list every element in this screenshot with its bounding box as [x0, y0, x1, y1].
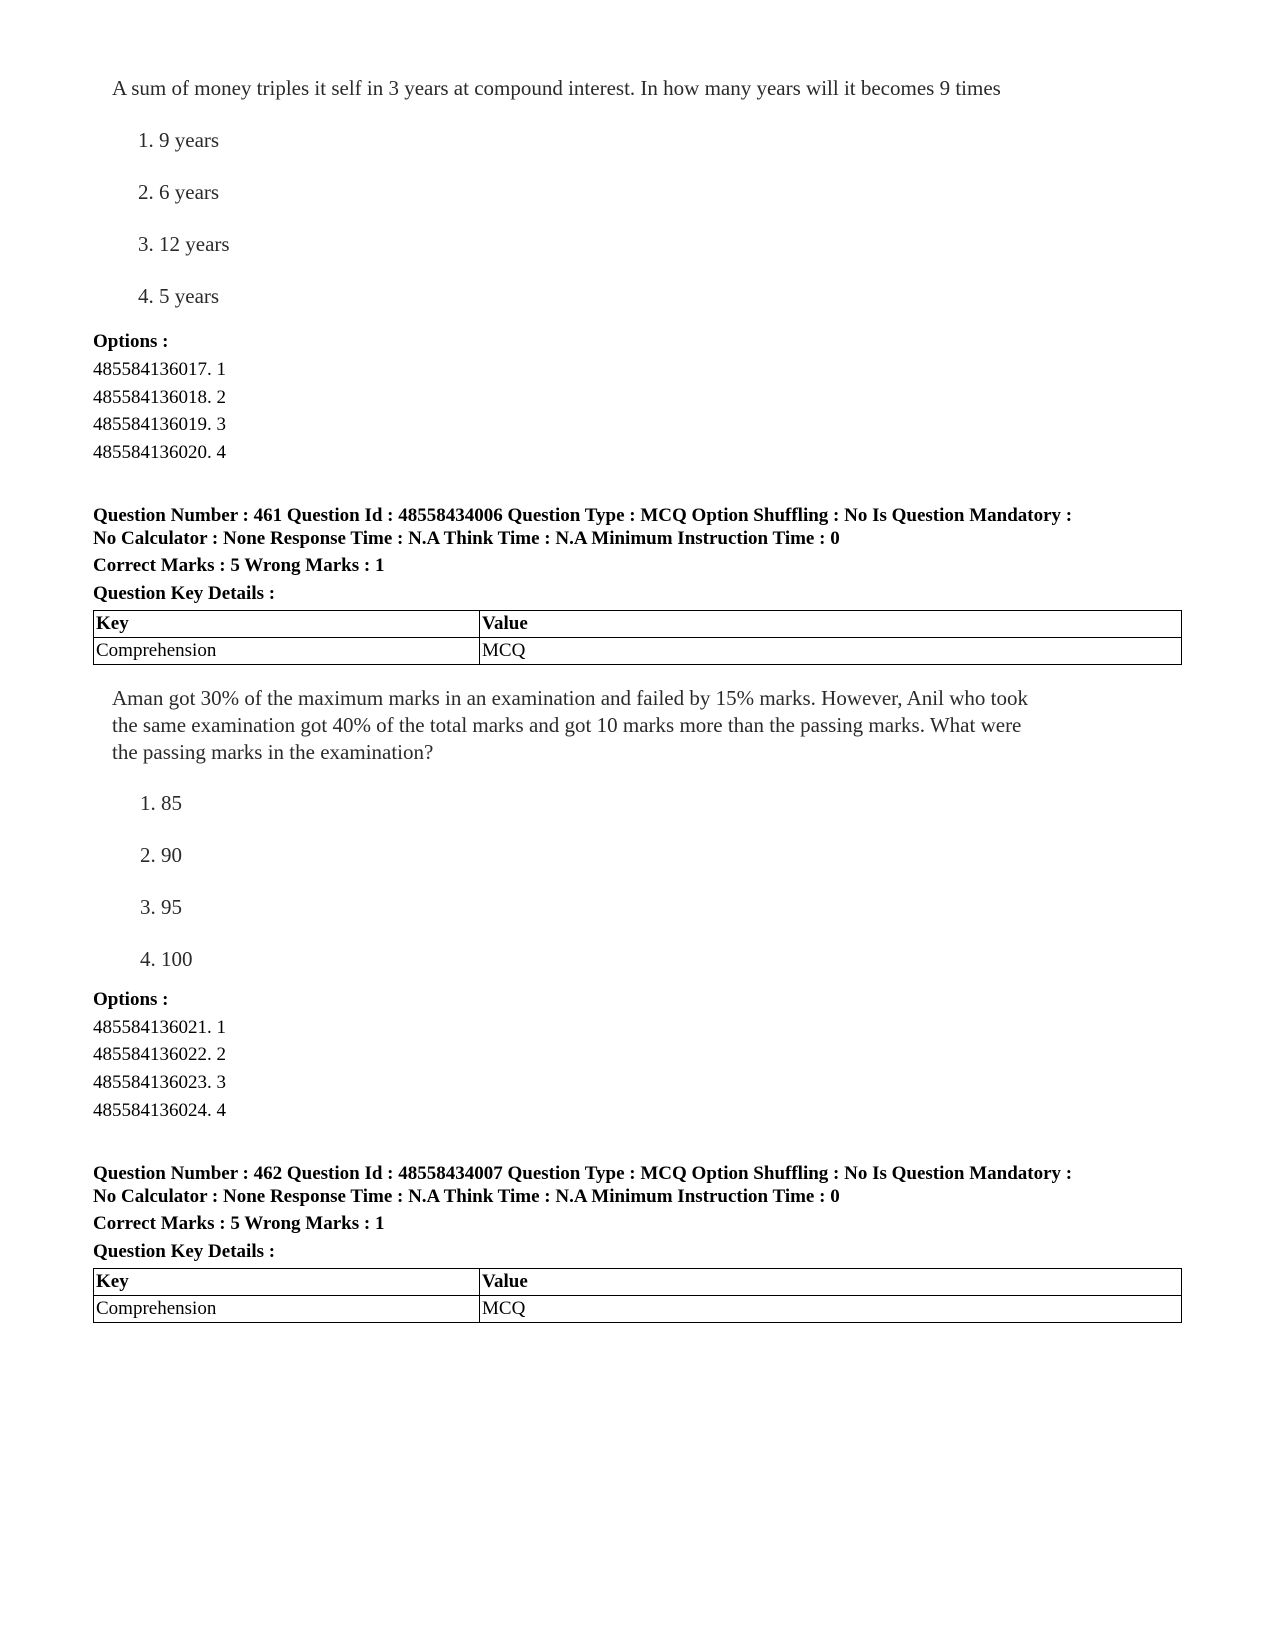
question-461-meta-line-1: Question Number : 461 Question Id : 48558434006 Question Type : MCQ Option Shuffling : No Is Question Mandatory : [93, 505, 1073, 526]
question-460-choice-3: 3. 12 years [138, 232, 230, 256]
table-cell-value: MCQ [480, 1296, 1182, 1323]
question-461-option-1: 485584136021. 1 [93, 1017, 226, 1038]
question-461-choice-1: 1. 85 [140, 791, 182, 815]
table-header-key: Key [94, 1269, 480, 1296]
question-460-text: A sum of money triples it self in 3 years at compound interest. In how many years will it becomes 9 times [112, 76, 1001, 100]
question-461-text-line-1: Aman got 30% of the maximum marks in an examination and failed by 15% marks. However, Anil who took [112, 686, 1028, 710]
table-header-row [94, 611, 1182, 638]
question-462-key-table [93, 1268, 1182, 1323]
question-461-text-line-3: the passing marks in the examination? [112, 740, 434, 764]
table-header-value: Value [480, 1269, 1182, 1296]
question-460-option-2: 485584136018. 2 [93, 387, 226, 408]
question-461-option-4: 485584136024. 4 [93, 1100, 226, 1121]
table-header-value: Value [480, 611, 1182, 638]
question-461-options-label: Options : [93, 989, 169, 1010]
table-cell-key: Comprehension [94, 638, 480, 665]
question-460-option-4: 485584136020. 4 [93, 442, 226, 463]
table-header-key: Key [94, 611, 480, 638]
question-462-key-details-label: Question Key Details : [93, 1241, 276, 1262]
question-460-options-label: Options : [93, 331, 169, 352]
table-row [94, 638, 1182, 665]
question-460-choice-1: 1. 9 years [138, 128, 220, 152]
question-461-choice-4: 4. 100 [140, 947, 193, 971]
question-461-meta-line-2: No Calculator : None Response Time : N.A Think Time : N.A Minimum Instruction Time : 0 [93, 528, 840, 549]
question-461-marks: Correct Marks : 5 Wrong Marks : 1 [93, 555, 385, 576]
question-461-option-2: 485584136022. 2 [93, 1044, 226, 1065]
table-cell-value: MCQ [480, 638, 1182, 665]
question-461-text-line-2: the same examination got 40% of the total marks and got 10 marks more than the passing marks. What were [112, 713, 1022, 737]
question-461-key-details-label: Question Key Details : [93, 583, 276, 604]
question-460-choice-4: 4. 5 years [138, 284, 220, 308]
question-460-option-3: 485584136019. 3 [93, 414, 226, 435]
question-461-option-3: 485584136023. 3 [93, 1072, 226, 1093]
question-460-choice-2: 2. 6 years [138, 180, 220, 204]
table-header-row [94, 1269, 1182, 1296]
question-461-choice-3: 3. 95 [140, 895, 182, 919]
question-462-marks: Correct Marks : 5 Wrong Marks : 1 [93, 1213, 385, 1234]
question-461-choice-2: 2. 90 [140, 843, 182, 867]
table-row [94, 1296, 1182, 1323]
question-461-key-table [93, 610, 1182, 665]
question-462-meta-line-2: No Calculator : None Response Time : N.A Think Time : N.A Minimum Instruction Time : 0 [93, 1186, 840, 1207]
question-462-meta-line-1: Question Number : 462 Question Id : 48558434007 Question Type : MCQ Option Shuffling : No Is Question Mandatory : [93, 1163, 1073, 1184]
table-cell-key: Comprehension [94, 1296, 480, 1323]
question-460-option-1: 485584136017. 1 [93, 359, 226, 380]
